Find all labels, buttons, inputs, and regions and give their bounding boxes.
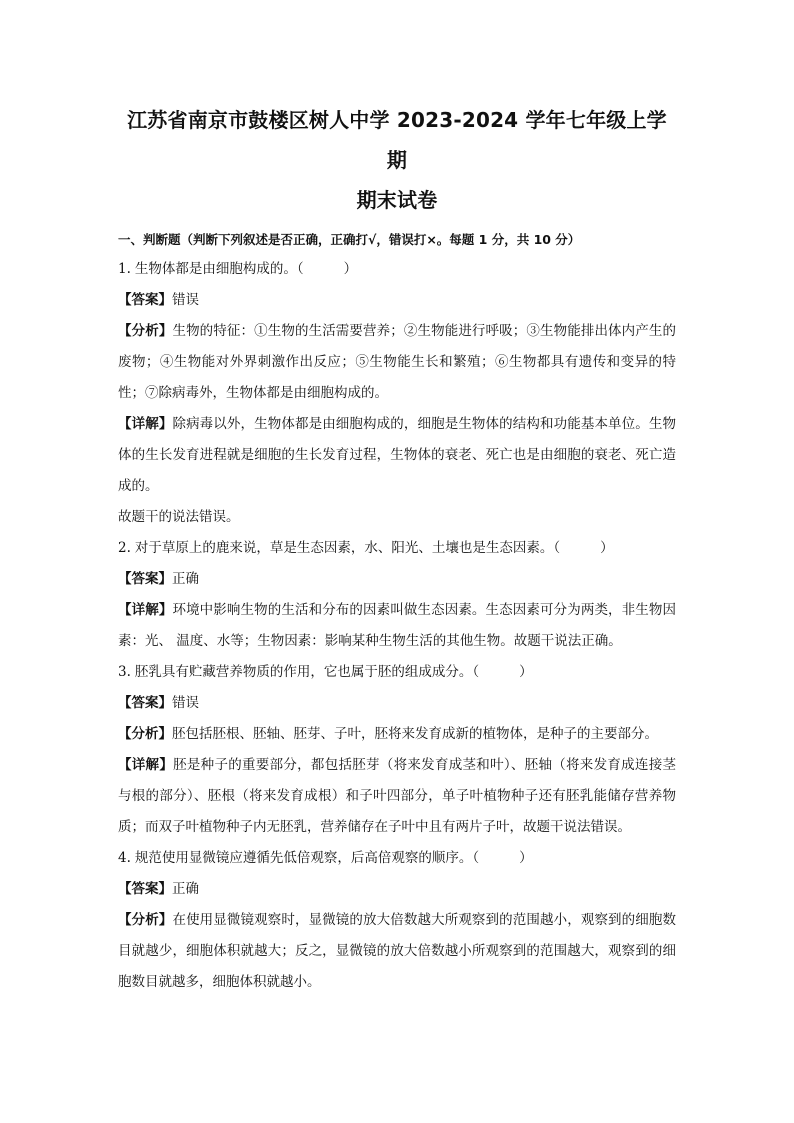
question-4-analysis: 【分析】在使用显微镜观察时，显微镜的放大倍数越大所观察到的范围越小，观察到的细胞数目就越少，细胞体积就越大；反之，显微镜的放大倍数越小所观察到的范围越大，观察到的细胞数目就越多，细胞体积就越小。 [118,912,677,990]
question-1-answer: 【答案】错误 [118,292,199,308]
question-3-answer: 【答案】错误 [118,695,199,711]
question-4-answer: 【答案】正确 [118,881,199,897]
question-1-conclusion: 故题干的说法错误。 [118,509,240,525]
question-2-detail: 【详解】环境中影响生物的生活和分布的因素叫做生态因素。生态因素可分为两类，非生物因素：光、 温度、水等；生物因素：影响某种生物生活的其他生物。故题干说法正确。 [118,602,677,649]
title-line-1: 江苏省南京市鼓楼区树人中学 2023-2024 学年七年级上学期 [127,108,667,172]
question-1-stem: 1. 生物体都是由细胞构成的。（ ） [118,261,358,277]
question-2-answer: 【答案】正确 [118,571,199,587]
page-title [118,100,676,220]
question-2-stem: 2. 对于草原上的鹿来说，草是生态因素，水、阳光、土壤也是生态因素。（ ） [118,540,614,556]
question-1-detail: 【详解】除病毒以外，生物体都是由细胞构成的，细胞是生物体的结构和功能基本单位。生物体的生长发育进程就是细胞的生长发育过程，生物体的衰老、死亡也是由细胞的衰老、死亡造成的。 [118,416,677,494]
question-4-stem: 4. 规范使用显微镜应遵循先低倍观察，后高倍观察的顺序。（ ） [118,850,533,866]
title-line-2: 期末试卷 [356,188,438,212]
question-3-stem: 3. 胚乳具有贮藏营养物质的作用，它也属于胚的组成成分。（ ） [118,664,533,680]
question-3-analysis: 【分析】胚包括胚根、胚轴、胚芽、子叶，胚将来发育成新的植物体，是种子的主要部分。 [118,726,658,742]
section-heading: 一、判断题（判断下列叙述是否正确，正确打√，错误打×。每题 1 分，共 10 分） [118,232,581,247]
question-1-analysis: 【分析】生物的特征：①生物的生活需要营养；②生物能进行呼吸；③生物能排出体内产生的废物；④生物能对外界刺激作出反应；⑤生物能生长和繁殖；⑥生物都具有遗传和变异的特性；⑦除病毒外，生物体都是由细胞构成的。 [118,323,677,401]
question-3-detail: 【详解】胚是种子的重要部分，都包括胚芽（将来发育成茎和叶）、胚轴（将来发育成连接茎与根的部分）、胚根（将来发育成根）和子叶四部分，单子叶植物种子还有胚乳能储存营养物质；而双子叶植物种子内无胚乳，营养储存在子叶中且有两片子叶，故题干说法错误。 [118,757,676,835]
